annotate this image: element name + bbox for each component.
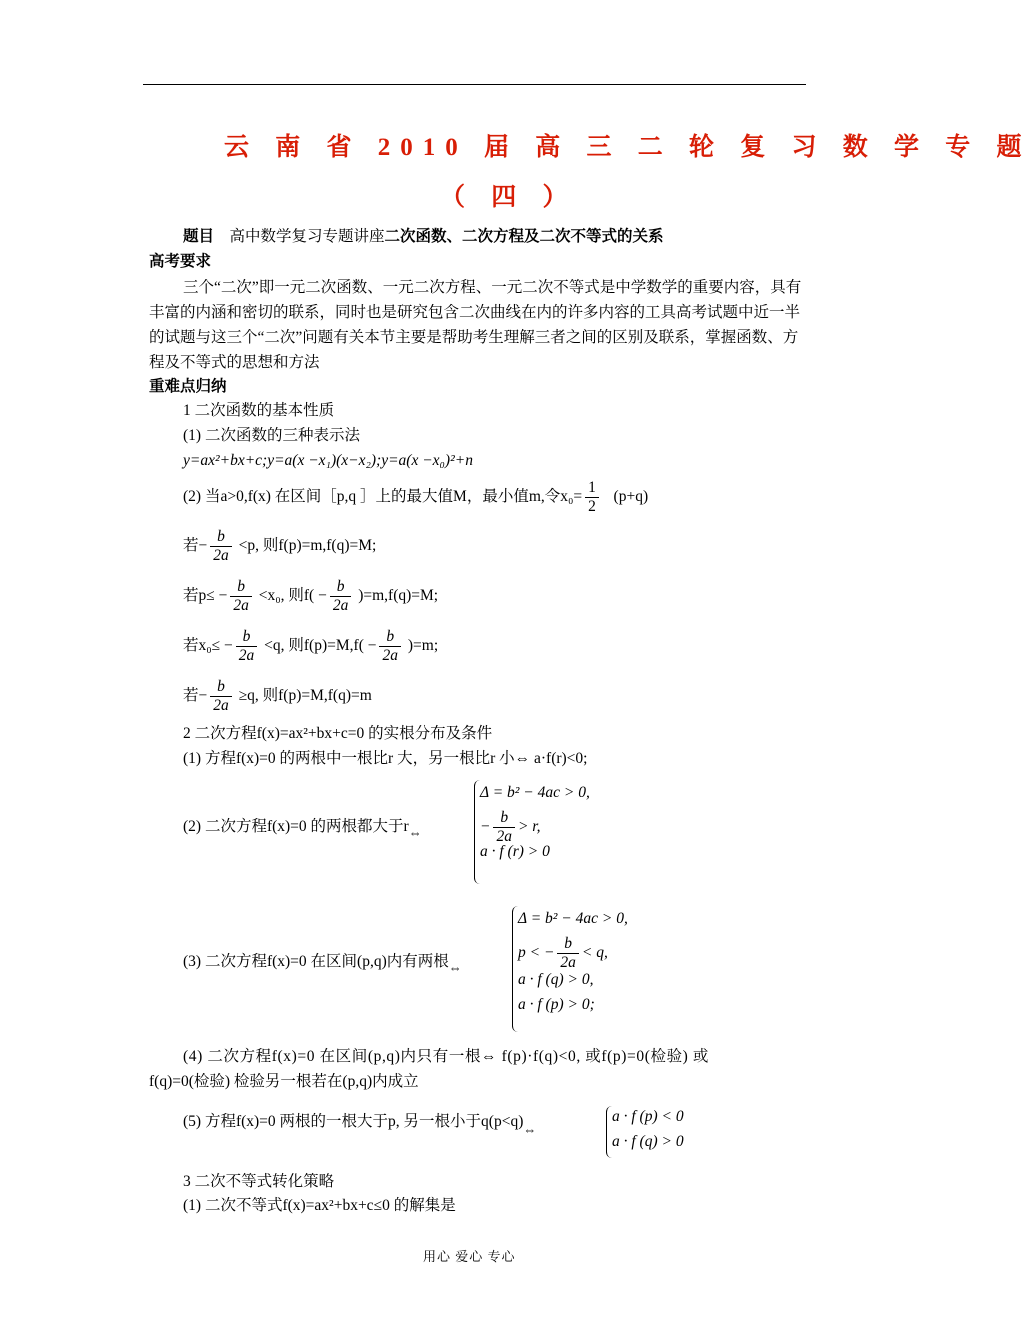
case-3-lead: 若x₀≤ − — [183, 636, 233, 654]
requirements-paragraph: 三个“二次”即一元二次函数、一元二次方程、一元二次不等式是中学数学的重要内容，具有丰富的内涵和密切的联系，同时也是研究包含二次曲线在内的许多内容的工具高考试题中近一半的试题与这三个“二次”问题有关本节主要是帮助考生理解三者之间的区别及联系，掌握函数、方程及不等式的思想和方法 — [149, 279, 802, 371]
system-line-tail: > r, — [517, 817, 541, 835]
s2-item4-line2: f(q)=0(检验) 检验另一根若在(p,q)内成立 — [149, 1073, 419, 1090]
section-heading-requirements: 高考要求 — [149, 253, 212, 270]
fraction-b-2a — [379, 628, 401, 665]
s1-heading: 1 二次函数的基本性质 — [183, 402, 335, 419]
s2-item5-system — [612, 1108, 684, 1158]
page-footer: 用心 爱心 专心 — [423, 1249, 516, 1264]
case-2-lead: 若p≤ − — [183, 586, 228, 604]
header-rule — [143, 84, 806, 85]
system-line: a · f (q) > 0, — [518, 971, 594, 988]
s3-item1: (1) 二次不等式f(x)=ax²+bx+c≤0 的解集是 — [183, 1197, 456, 1214]
half-fraction — [585, 479, 599, 516]
topic-line — [183, 228, 664, 247]
case-1-tail: <p, 则f(p)=m,f(q)=M; — [238, 536, 377, 554]
section-heading-key-points: 重难点归纳 — [149, 378, 227, 395]
s2-item2-system — [480, 784, 590, 868]
half-den: 2 — [588, 497, 596, 515]
case-4-tail: ≥q, 则f(p)=M,f(q)=m — [238, 686, 372, 704]
case-3 — [183, 628, 438, 665]
case-4-lead: 若− — [183, 686, 208, 704]
iff-symbol: ⇔ — [408, 825, 422, 840]
s2-item3-text: (3) 二次方程f(x)=0 在区间(p,q)内有两根 — [183, 953, 449, 970]
s2-item3 — [183, 953, 462, 975]
frac-den: 2a — [496, 827, 512, 845]
case-3-tail: )=m; — [407, 636, 439, 654]
page-title-sub: （ 四 ） — [440, 184, 578, 211]
system-line — [518, 935, 628, 971]
s2-item1: (1) 方程f(x)=0 的两根中一根比r 大，另一根比r 小⇔ a·f(r)<0; — [183, 750, 588, 767]
topic-label: 题目 — [183, 228, 215, 245]
frac-num: b — [557, 935, 579, 954]
s2-item2 — [183, 818, 422, 840]
s2-item4-line1: (4) 二次方程f(x)=0 在区间(p,q)内只有一根⇔ f(p)·f(q)<0, 或f(p)=0(检验) 或 — [183, 1048, 710, 1065]
frac-den: 2a — [560, 953, 576, 971]
frac-num: b — [210, 678, 232, 697]
fraction-b-2a — [210, 528, 232, 565]
system-line-lead: p < − — [518, 943, 555, 961]
s2-item5 — [183, 1113, 537, 1137]
s1-item2 — [183, 479, 648, 516]
frac-den: 2a — [238, 646, 255, 664]
case-4 — [183, 678, 372, 715]
system-line: a · f (q) > 0 — [612, 1133, 684, 1150]
topic-prefix: 高中数学复习专题讲座 — [229, 228, 385, 245]
fraction-b-2a — [330, 578, 352, 615]
frac-num: b — [330, 578, 352, 597]
s2-item2-text: (2) 二次方程f(x)=0 的两根都大于r — [183, 818, 409, 835]
system-line-tail: < q, — [581, 943, 608, 961]
s2-item3-system — [518, 910, 628, 1021]
page-title: 云 南 省 2010 届 高 三 二 轮 复 习 数 学 专 题 — [224, 134, 1032, 161]
system-line: a · f (p) > 0; — [518, 996, 595, 1013]
fraction-b-2a — [493, 809, 515, 846]
fraction-b-2a — [236, 628, 258, 665]
frac-num: b — [379, 628, 401, 647]
frac-den: 2a — [382, 646, 398, 664]
system-line: a · f (p) < 0 — [612, 1108, 684, 1125]
topic-title: 二次函数、二次方程及二次不等式的关系 — [384, 228, 664, 245]
case-3-mid: <q, 则f(p)=M,f( − — [264, 636, 377, 654]
system-line: Δ = b² − 4ac > 0, — [480, 784, 590, 801]
frac-num: b — [230, 578, 252, 597]
s1-formula: y=ax²+bx+c;y=a(x −x₁)(x−x₂);y=a(x −x₀)²+n — [183, 452, 473, 469]
s1-item2-tail: (p+q) — [613, 487, 649, 505]
s1-item2-text: (2) 当a>0,f(x) 在区间［p,q ］上的最大值M，最小值m,令x₀= — [183, 487, 583, 505]
case-1-lead: 若− — [183, 536, 208, 554]
frac-den: 2a — [332, 596, 349, 614]
system-line — [480, 809, 590, 843]
s2-item5-text: (5) 方程f(x)=0 两根的一根大于p, 另一根小于q(p<q) — [183, 1113, 524, 1130]
system-line: a · f (r) > 0 — [480, 843, 550, 860]
s2-heading: 2 二次方程f(x)=ax²+bx+c=0 的实根分布及条件 — [183, 725, 493, 742]
frac-num: b — [210, 528, 232, 547]
fraction-b-2a — [557, 935, 579, 972]
frac-num: b — [236, 628, 258, 647]
case-2-tail: )=m,f(q)=M; — [358, 586, 439, 604]
s1-item1: (1) 二次函数的三种表示法 — [183, 427, 360, 444]
half-num: 1 — [585, 479, 599, 498]
frac-den: 2a — [213, 546, 229, 564]
frac-num: b — [493, 809, 515, 828]
iff-symbol: ⇔ — [448, 960, 462, 975]
s3-heading: 3 二次不等式转化策略 — [183, 1173, 335, 1190]
iff-symbol: ⇔ — [523, 1122, 537, 1137]
case-1 — [183, 528, 376, 565]
fraction-b-2a — [230, 578, 252, 615]
frac-den: 2a — [233, 596, 249, 614]
case-2 — [183, 578, 438, 615]
minus-sign: − — [480, 817, 491, 835]
fraction-b-2a — [210, 678, 232, 715]
system-line: Δ = b² − 4ac > 0, — [518, 910, 628, 927]
case-2-mid: <x₀, 则f( − — [258, 586, 327, 604]
frac-den: 2a — [213, 696, 229, 714]
